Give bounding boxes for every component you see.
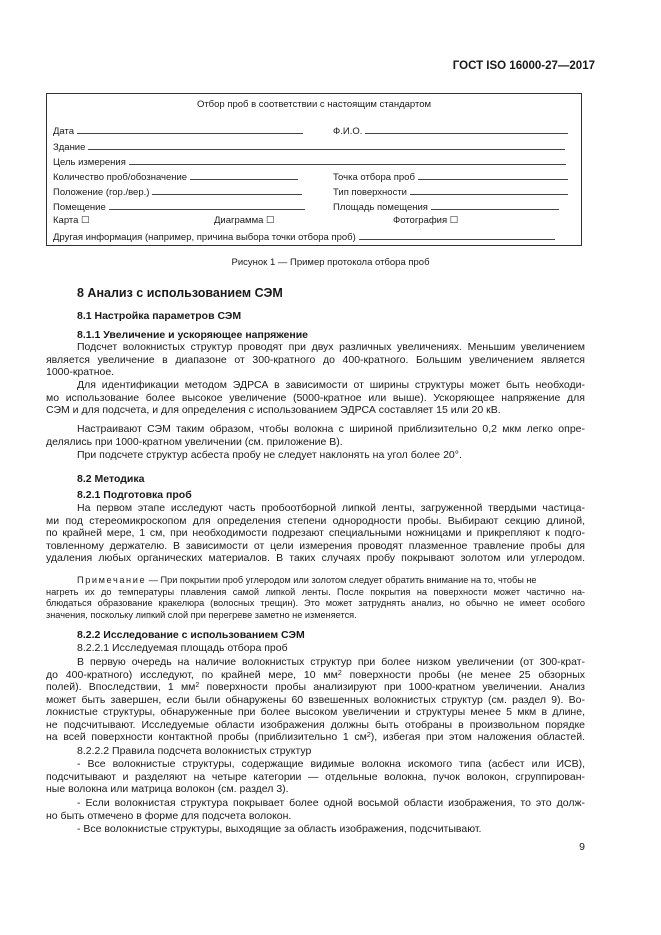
paragraph-study-area [46,656,586,744]
form-row-purpose [53,155,566,169]
section-8-2-2-2-title: 8.2.2.2 Правила подсчета волокнистых структур [77,745,312,757]
paragraph-edxa [46,379,585,417]
paragraph-tilt [77,449,585,462]
text-line: но быть отмечено в форме для подсчета волокон. [46,809,292,822]
form-row-date [53,124,303,138]
note-coating [46,575,585,622]
field-line-date [77,124,303,134]
form-row-name [333,124,568,138]
paragraph-count-rules-3 [77,823,585,836]
text-line: локнистые структуры, обнаруженные при более высоком увеличении и структуры менее 5 мкм в длине, [46,706,585,719]
field-label-date: Дата [53,126,75,137]
page-number: 9 [579,841,585,853]
text-line: подсчитывают и разделяют на четыре категории — отдельные волокна, пучок волокон, сгруппирован- [46,770,585,783]
section-8-1-title: 8.1 Настройка параметров СЭМ [77,310,242,322]
field-label-other: Другая информация (например, причина выбора точки отбора проб) [53,232,356,243]
field-line-other [359,230,555,240]
text-line: Для идентификации методом ЭДРСА в зависимости от ширины структуры может быть необходи- [77,379,585,391]
paragraph-count-rules-2 [46,797,585,822]
field-label-position: Положение (гор./вер.) [53,187,150,198]
form-row-diagram [214,215,275,227]
form-row-position [53,185,302,199]
field-line-quantity [190,170,298,180]
text-line: по крайней мере, 1 см, при необходимости подрезают специальными ножницами и прикрепляют к подго- [46,527,585,540]
field-label-surface: Тип поверхности [333,187,407,198]
text-line: до 400-кратного) исследуют, по крайней мере, 10 $мм^2$ поверхности пробы (не менее 25 обзорных [46,668,586,681]
field-line-position [152,185,302,195]
field-label-photo: Фотография ☐ [393,215,459,226]
field-label-name: Ф.И.О. [333,126,363,137]
field-label-room-area: Площадь помещения [333,202,428,213]
text-line: мо использование более высокое увеличение (5000-кратное или выше). Ускоряющее напряжение для [46,391,585,404]
field-label-point: Точка отбора проб [333,172,415,183]
field-line-point [418,170,568,180]
text-line: 1000-кратное. [46,366,115,379]
paragraph-sample-prep [46,502,585,565]
text-line: ные волокна или матрица волокон (см. раздел 3). [46,783,289,796]
text-line: на всей поверхности контактной пробы (приблизительно 1 $см^2$), избегая при этом наложения областей. [46,731,585,744]
field-label-map: Карта ☐ [53,215,90,226]
section-8-title: 8 Анализ с использованием СЭМ [77,286,283,300]
paragraph-magnification [46,341,585,379]
section-8-2-2-title: 8.2.2 Исследование с использованием СЭМ [77,629,305,641]
field-line-building [88,140,565,150]
text-line: удаления любых органических материалов. В таких случаях пробу покрывают золотом или углеродом. [46,552,585,565]
text-line: товленному держателю. В зависимости от цели измерения проводят плазменное травление пробы для [46,539,585,552]
field-label-diagram: Диаграмма ☐ [214,215,275,226]
text-line: - Если волокнистая структура покрывает более одной восьмой области изображения, то это долж- [77,797,585,809]
text-line: - Все волокнистые структуры, выходящие за область изображения, подсчитывают. [77,823,482,835]
section-8-1-1-title: 8.1.1 Увеличение и ускоряющее напряжение [77,329,309,341]
section-8-2-2-1-title: 8.2.2.1 Исследуемая площадь отбора проб [77,642,288,654]
field-label-building: Здание [53,142,86,153]
field-line-name [365,124,568,134]
standard-code: ГОСТ ISO 16000-27—2017 [452,60,595,72]
field-label-quantity: Количество проб/обозначение [53,172,188,183]
paragraph-sem-setup [46,423,585,448]
form-row-map [53,215,90,227]
form-row-room [53,200,305,214]
text-line: нагреть их до температуры плавления самой липкой ленты. После покрытия на поверхности может частично на- [46,586,585,597]
field-line-surface [410,185,568,195]
field-line-room-area [431,200,559,210]
text-line: СЭМ и для подсчета, и для определения с использованием ЭДРСА составляет 15 или 20 кВ. [46,404,501,417]
text-line: блюдаться образование кракелюра (волосных трещин). Это может затруднять анализ, но обычно не имеет особого [46,598,585,609]
text-line: При подсчете структур асбеста пробу не следует наклонять на угол более 20°. [77,449,462,461]
text-line: ми под стереомикроскопом для определения степени однородности пробы. Выбирают секцию длиной, [46,514,585,527]
field-label-purpose: Цель измерения [53,157,126,168]
text-line: - Все волокнистые структуры, содержащие видимые волокна искомого типа (асбест или ИСВ), [77,758,585,770]
form-row-surface [333,185,568,199]
text-line: значения, поскольку липкий слой при перегреве заметно не изменяется. [46,610,357,621]
field-line-room [109,200,305,210]
form-row-photo [393,215,458,227]
field-line-purpose [129,155,566,165]
text-line: делялись при 1000-кратном увеличении (см. приложение В). [46,435,343,448]
form-title: Отбор проб в соответствии с настоящим стандартом [196,99,432,110]
form-row-building [53,140,565,154]
text-line: является увеличение в диапазоне от 300-кратного до 400-кратного. Большим увеличением является [46,353,585,366]
text-line: Настраивают СЭМ таким образом, чтобы волокна с шириной приблизительно 0,2 мкм легко опре- [77,423,585,435]
section-8-2-1-title: 8.2.1 Подготовка проб [77,489,192,501]
note-label: Примечание [77,575,147,585]
text-line: В первую очередь на наличие волокнистых структур при более низком увеличении (от 300-крат- [77,656,585,668]
text-line: полей). Впоследствии, 1 $мм^2$ поверхности пробы анализируют при 1000-кратном увеличении. Анализ [46,681,585,694]
text-line: не подсчитывают. Исследуемые области изображения должны быть отобраны в произвольном порядке [46,718,585,731]
form-row-point [333,170,568,184]
text-line: — При покрытии проб углеродом или золотом следует обратить внимание на то, чтобы не [146,575,537,585]
paragraph-count-rules-1 [46,758,585,796]
form-row-other [53,230,555,244]
form-row-quantity [53,170,298,184]
field-label-room: Помещение [53,202,106,213]
figure-caption: Рисунок 1 — Пример протокола отбора проб [231,257,430,268]
section-8-2-title: 8.2 Методика [77,473,145,485]
text-line: может быть завершен, если были обнаружены 60 взвешенных волокнистых структур (см. раздел 9). Во- [46,693,585,706]
form-row-room-area [333,200,559,214]
text-line: На первом этапе исследуют часть пробоотборной липкой ленты, загруженной твердыми частица- [77,502,585,514]
text-line: Подсчет волокнистых структур проводят при двух различных увеличениях. Меньшим увеличением [77,341,585,353]
